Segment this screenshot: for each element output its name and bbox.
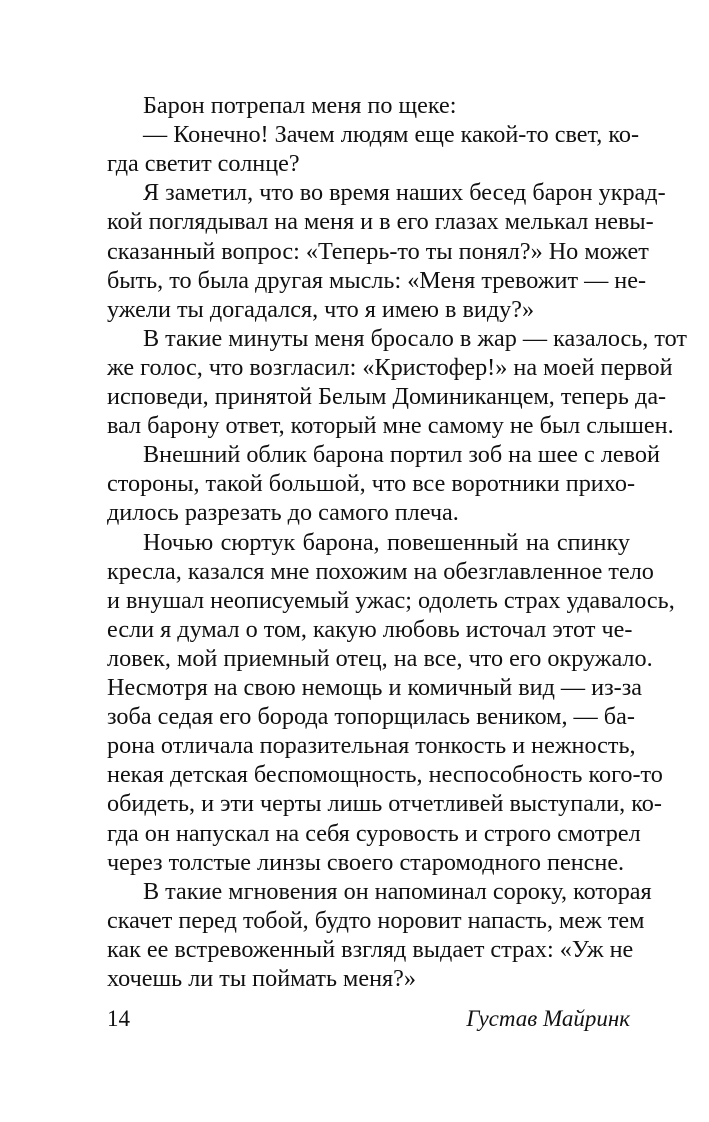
text-line: исповеди, принятой Белым Доминиканцем, теперь да- [107, 383, 667, 410]
text-line: кой поглядывал на меня и в его глазах мелькал невы- [107, 208, 654, 236]
text-line: Я заметил, что во время наших бесед барон украд- [143, 179, 666, 207]
text-line: — Конечно! Зачем людям еще какой-то свет, ко- [143, 121, 640, 149]
text-line: быть, то была другая мысль: «Меня тревожит — не- [107, 266, 647, 294]
page-number: 14 [107, 1006, 130, 1031]
text-line: и внушал неописуемый ужас; одолеть страх удавалось, [107, 586, 675, 614]
text-line: сказанный вопрос: «Теперь-то ты понял?» Но может [107, 237, 649, 265]
text-line: скачет перед тобой, будто норовит напасть, меж тем [107, 906, 645, 934]
text-line: если я думал о том, какую любовь источал этот че- [107, 615, 633, 643]
text-line: через толстые линзы своего старомодного пенсне. [107, 848, 625, 876]
text-line: ужели ты догадался, что я имею в виду?» [107, 295, 535, 323]
text-line: как ее встревоженный взгляд выдает страх: «Уж не [107, 935, 634, 963]
text-line: рона отличала поразительная тонкость и нежность, [107, 732, 636, 760]
text-line: дилось разрезать до самого плеча. [107, 499, 459, 527]
text-line: хочешь ли ты поймать меня?» [107, 965, 416, 992]
text-line: Внешний облик барона портил зоб на шее с левой [143, 441, 660, 469]
text-line: же голос, что возгласил: «Кристофер!» на моей первой [107, 353, 673, 381]
text-line: В такие минуты меня бросало в жар — казалось, тот [143, 324, 687, 352]
text-line: Несмотря на свою немощь и комичный вид — из-за [107, 674, 643, 701]
text-line: вал барону ответ, который мне самому не был слышен. [107, 412, 674, 440]
text-line: зоба седая его борода топорщилась веником, — ба- [107, 703, 635, 731]
text-line: гда светит солнце? [107, 150, 300, 178]
text-line: кресла, казался мне похожим на обезглавленное тело [107, 557, 654, 585]
text-line: ловек, мой приемный отец, на все, что его окружало. [107, 644, 653, 672]
text-line: некая детская беспомощность, неспособность кого-то [107, 761, 663, 789]
text-line: Ночью сюртук барона, повешенный на спинку [143, 528, 630, 556]
running-footer-author: Густав Майринк [466, 1006, 630, 1031]
text-line: стороны, такой большой, что все воротники прихо- [107, 470, 636, 498]
text-line: В такие мгновения он напоминал сороку, которая [143, 877, 652, 905]
text-line: гда он напускал на себя суровость и строго смотрел [107, 819, 641, 847]
page-footer [107, 1003, 630, 1035]
text-line: Барон потрепал меня по щеке: [143, 92, 457, 119]
text-line: обидеть, и эти черты лишь отчетливей выступали, ко- [107, 790, 662, 818]
